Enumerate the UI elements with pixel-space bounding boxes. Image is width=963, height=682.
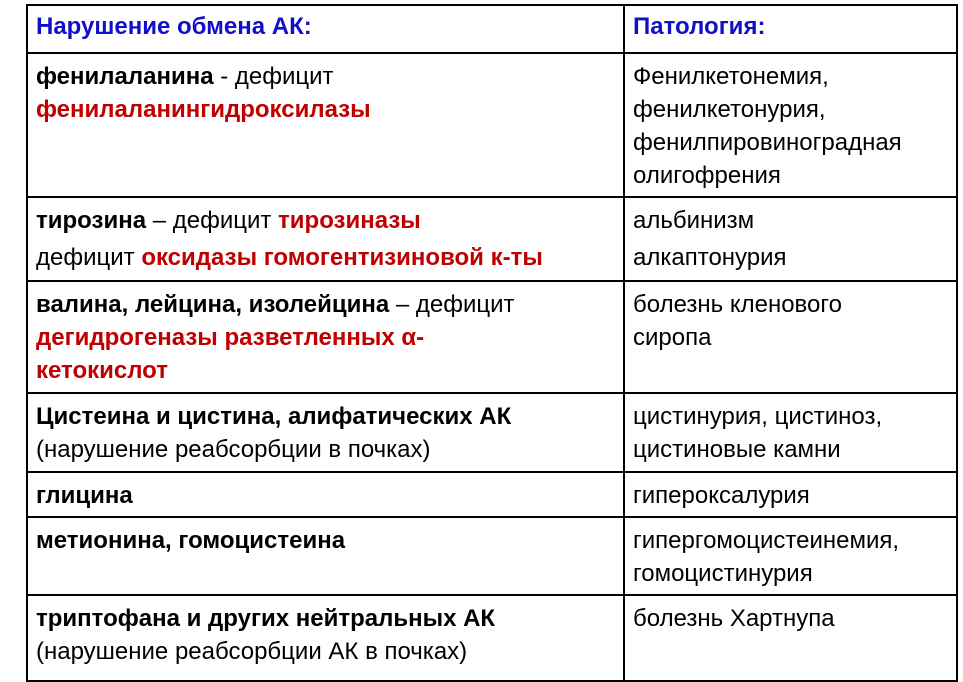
pathology-cell — [624, 393, 957, 472]
enzyme-name: кетокислот — [36, 357, 168, 384]
disorder-cell — [27, 197, 624, 281]
pathology-cell — [624, 517, 957, 595]
pathology-text: фенилкетонурия, — [633, 96, 826, 123]
disorder-cell — [27, 472, 624, 517]
disorder-line — [36, 204, 615, 237]
table-header-row — [27, 5, 957, 53]
amino-acid-name: валина, лейцина, изолейцина — [36, 291, 390, 318]
amino-acid-name: фенилаланина — [36, 63, 214, 90]
disorder-cell — [27, 517, 624, 595]
disorder-line — [36, 241, 615, 274]
amino-acid-name: триптофана и других нейтральных АК — [36, 605, 496, 632]
pathology-text: фенилпировиноградная — [633, 129, 902, 156]
disorder-line — [36, 60, 615, 93]
deficit-text: – дефицит — [389, 291, 515, 318]
pathology-text: цистиновые камни — [633, 436, 841, 463]
pathology-cell — [624, 281, 957, 393]
header-disorder: Нарушение обмена АК: — [27, 5, 624, 53]
pathology-text: олигофрения — [633, 162, 781, 189]
pathology-text: болезнь кленового — [633, 291, 842, 318]
amino-acid-name: метионина, гомоцистеина — [36, 527, 346, 554]
table-row — [27, 472, 957, 517]
table-row — [27, 53, 957, 197]
enzyme-name: тирозиназы — [278, 207, 421, 234]
deficit-text: - дефицит — [213, 63, 334, 90]
pathology-text: сиропа — [633, 324, 712, 351]
deficit-text: дефицит — [36, 244, 142, 271]
table-row — [27, 517, 957, 595]
disorder-note: (нарушение реабсорбции в почках) — [36, 436, 431, 463]
disorder-line — [36, 288, 615, 321]
amino-acid-disorders-table — [26, 4, 958, 682]
amino-acid-name: глицина — [36, 482, 133, 509]
table-row — [27, 393, 957, 472]
pathology-text: цистинурия, цистиноз, — [633, 403, 883, 430]
pathology-text: Фенилкетонемия, — [633, 63, 829, 90]
pathology-cell — [624, 472, 957, 517]
amino-acid-name: тирозина — [36, 207, 147, 234]
pathology-text: болезнь Хартнупа — [633, 605, 835, 632]
amino-acid-name: Цистеина и цистина, алифатических АК — [36, 403, 512, 430]
pathology-text: гомоцистинурия — [633, 560, 813, 587]
disorder-cell — [27, 595, 624, 681]
header-pathology: Патология: — [624, 5, 957, 53]
disorder-cell — [27, 53, 624, 197]
table-row — [27, 197, 957, 281]
pathology-text: алкаптонурия — [633, 244, 787, 271]
pathology-cell — [624, 53, 957, 197]
pathology-cell — [624, 595, 957, 681]
disorder-note: (нарушение реабсорбции АК в почках) — [36, 638, 468, 665]
pathology-text: гипероксалурия — [633, 482, 810, 509]
deficit-text: – дефицит — [146, 207, 279, 234]
enzyme-name: оксидазы гомогентизиновой к-ты — [141, 244, 543, 271]
pathology-text: альбинизм — [633, 207, 755, 234]
pathology-cell — [624, 197, 957, 281]
table-row — [27, 281, 957, 393]
table-row — [27, 595, 957, 681]
enzyme-name: фенилаланингидроксилазы — [36, 96, 371, 123]
disorder-cell — [27, 281, 624, 393]
disorder-cell — [27, 393, 624, 472]
pathology-text: гипергомоцистеинемия, — [633, 527, 900, 554]
enzyme-name: дегидрогеназы разветленных α- — [36, 324, 425, 351]
